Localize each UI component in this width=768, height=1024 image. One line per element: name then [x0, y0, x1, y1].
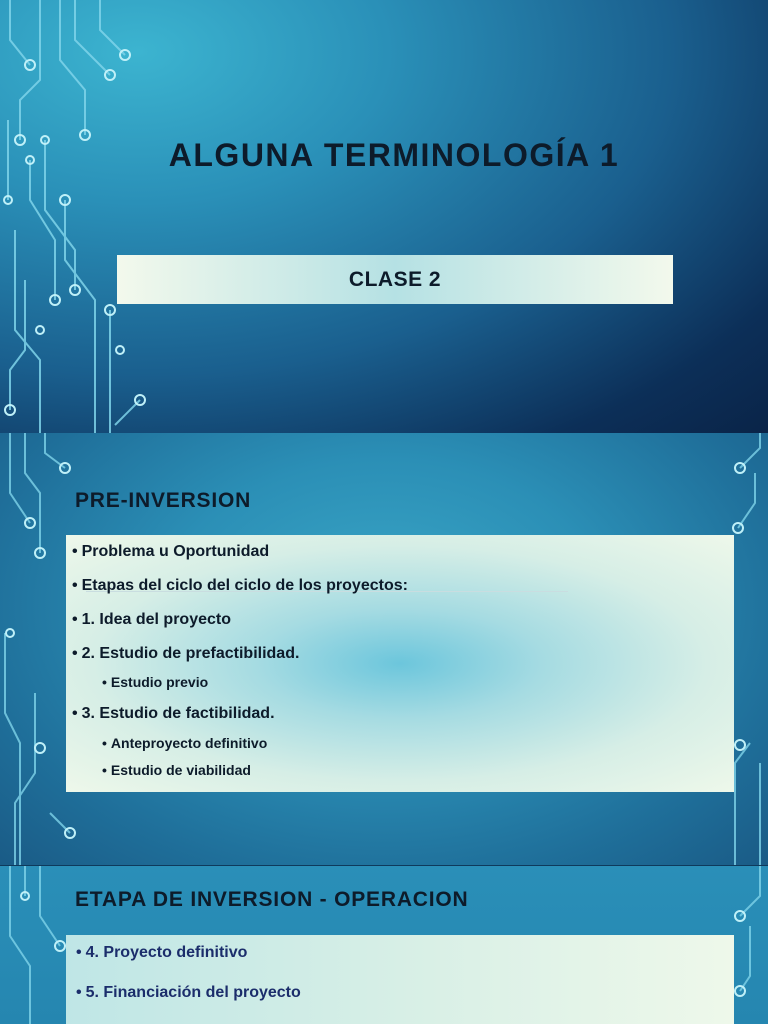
bullet-icon: •	[72, 705, 78, 722]
slide-title-text: ALGUNA TERMINOLOGÍA 1	[168, 137, 620, 173]
list-item: • Etapas del ciclo del ciclo de los proyectos:	[72, 577, 408, 594]
bullet-icon: •	[76, 984, 82, 1001]
bullet-icon: •	[72, 577, 78, 594]
list-item: • 3. Estudio de factibilidad.	[72, 705, 275, 722]
content-panel	[66, 535, 734, 792]
list-item: • 1. Idea del proyecto	[72, 611, 231, 628]
circuit-decoration-icon	[0, 0, 150, 433]
list-item: • Problema u Oportunidad	[72, 543, 270, 560]
list-item: • 2. Estudio de prefactibilidad.	[72, 645, 300, 662]
subtitle-band	[117, 255, 673, 304]
bullet-icon: •	[72, 543, 78, 560]
bullet-icon: •	[76, 944, 82, 961]
bullet-icon: •	[72, 611, 78, 628]
subtitle-text: CLASE 2	[348, 267, 442, 291]
slide-inversion-operacion	[0, 866, 768, 1024]
bullet-icon: •	[102, 762, 107, 778]
list-item: • 5. Financiación del proyecto	[76, 984, 301, 1001]
bullet-icon: •	[102, 735, 107, 751]
section-heading: ETAPA DE INVERSION - OPERACION	[75, 888, 469, 911]
list-subitem: • Anteproyecto definitivo	[102, 735, 268, 751]
slide-pre-inversion	[0, 433, 768, 865]
list-item: • 4. Proyecto definitivo	[76, 944, 248, 961]
bullet-icon: •	[102, 674, 107, 690]
bullet-icon: •	[72, 645, 78, 662]
list-subitem: • Estudio de viabilidad	[102, 762, 251, 778]
list-subitem: • Estudio previo	[102, 674, 209, 690]
section-heading: PRE-INVERSION	[75, 489, 252, 512]
slide-title	[0, 0, 768, 433]
